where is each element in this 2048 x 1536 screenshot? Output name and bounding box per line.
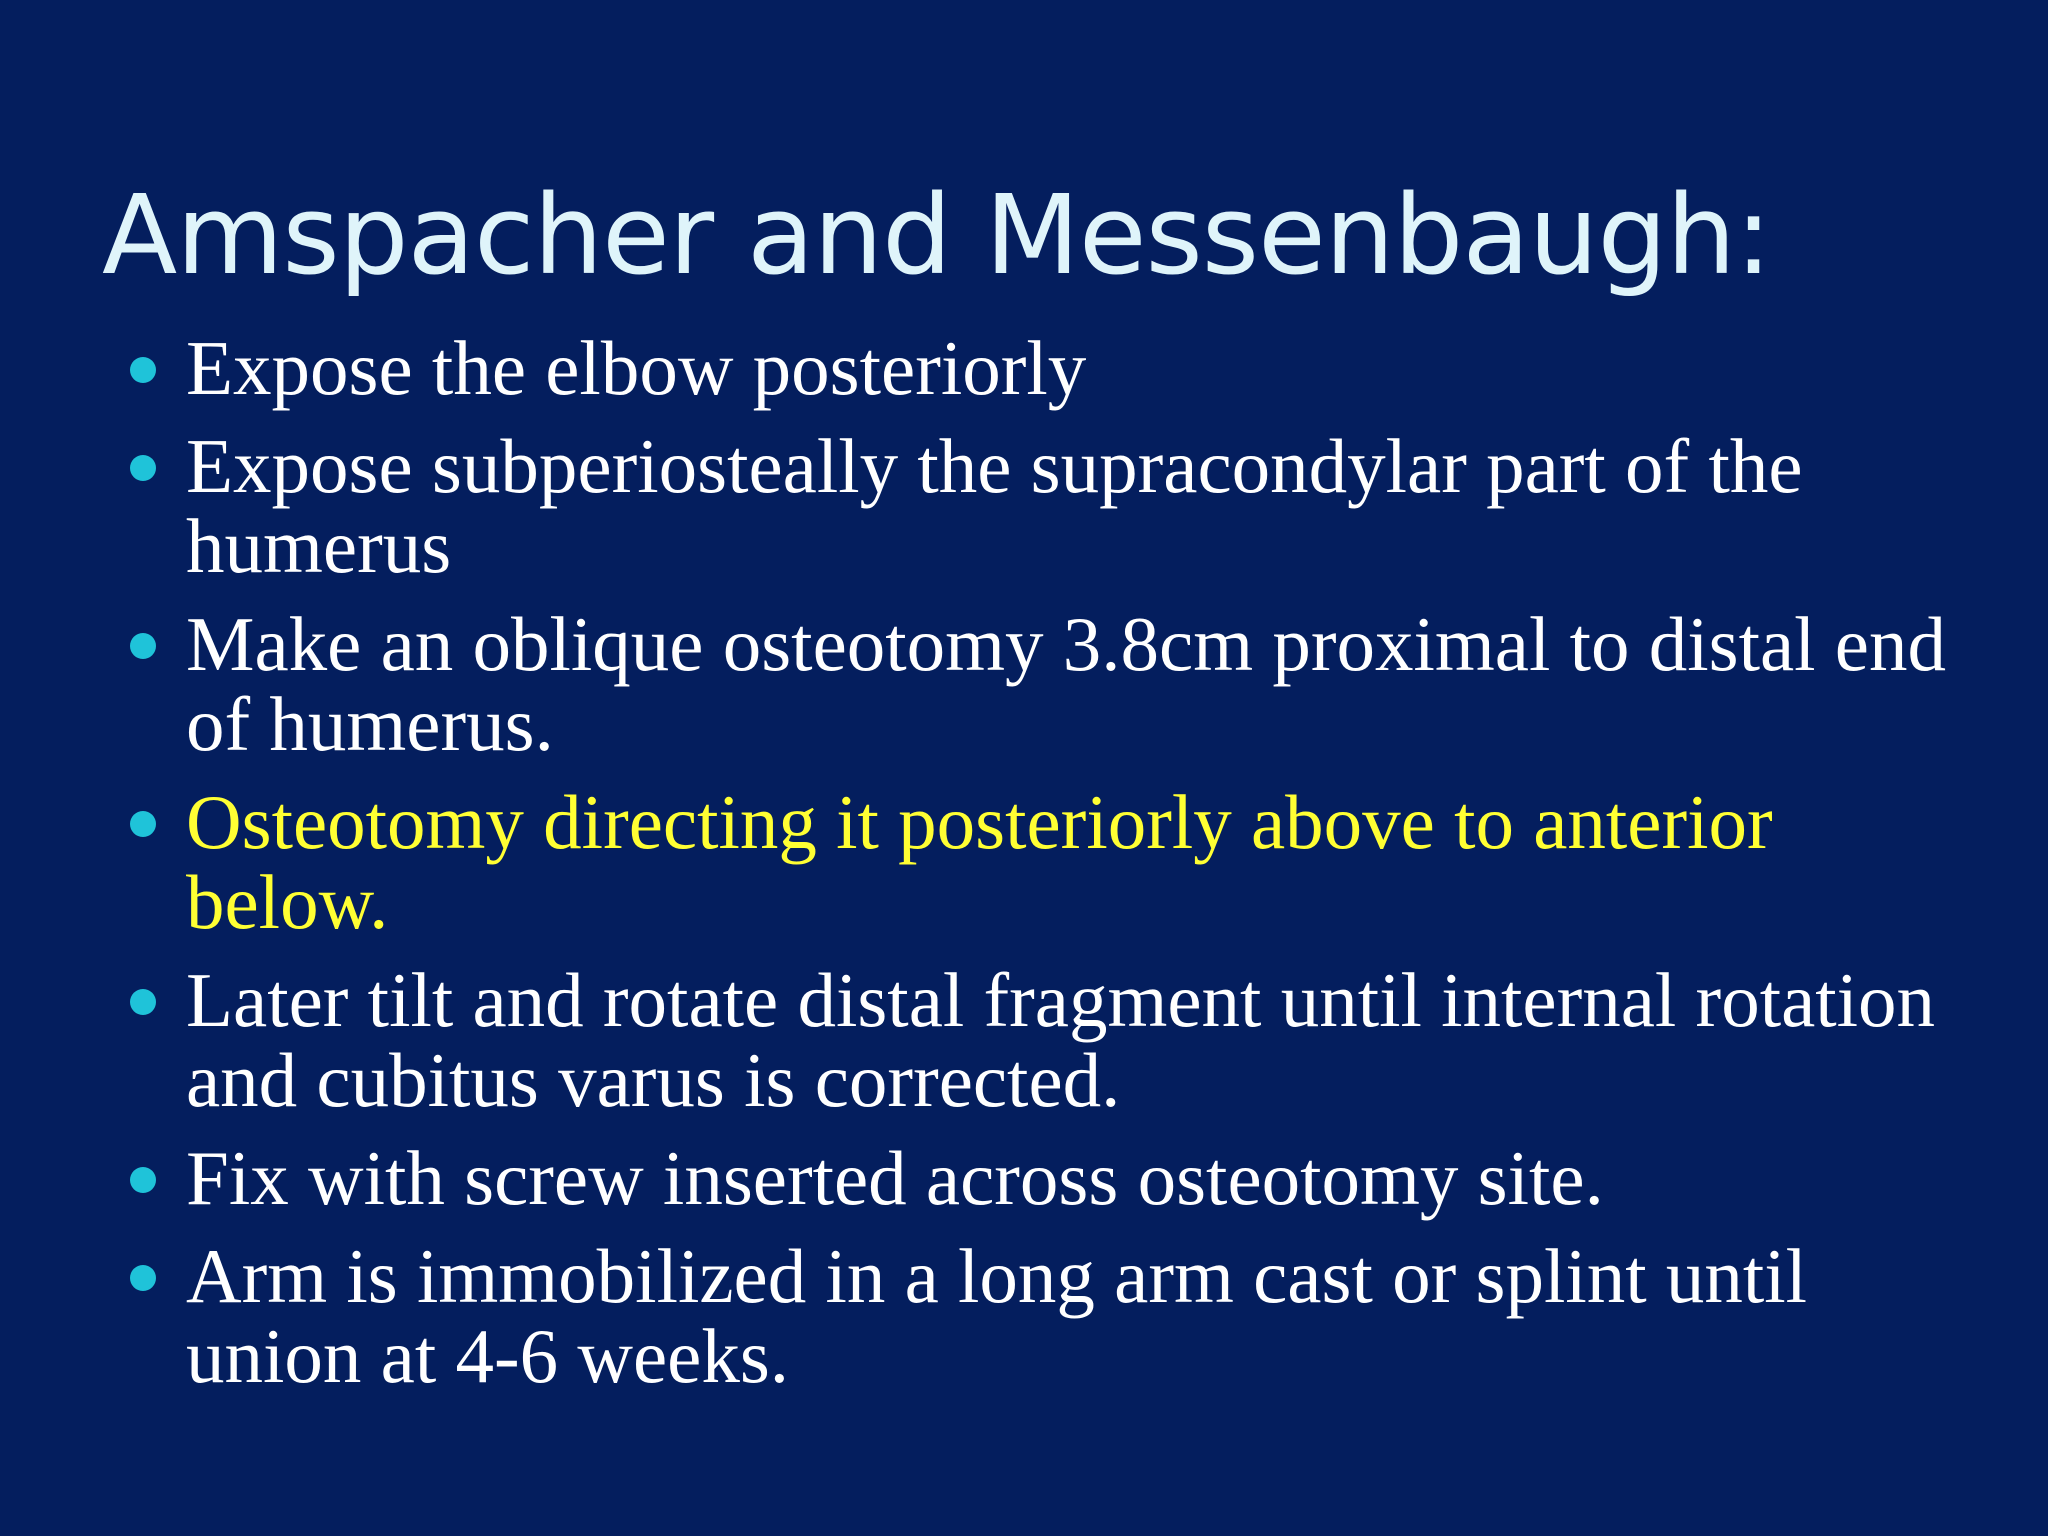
bullet-text: Expose the elbow posteriorly bbox=[186, 325, 1087, 411]
bullet-item bbox=[120, 957, 1980, 1123]
bullet-item bbox=[120, 423, 1980, 589]
bullet-text: Later tilt and rotate distal fragment until internal rotation and cubitus varus is corrected. bbox=[186, 957, 1936, 1123]
bullet-dot-icon bbox=[130, 633, 156, 659]
bullet-text: Make an oblique osteotomy 3.8cm proximal to distal end of humerus. bbox=[186, 601, 1946, 767]
bullet-dot-icon bbox=[130, 811, 156, 837]
bullet-dot-icon bbox=[130, 1167, 156, 1193]
bullet-text: Osteotomy directing it posteriorly above to anterior below. bbox=[186, 779, 1773, 945]
bullet-dot-icon bbox=[130, 989, 156, 1015]
bullet-item bbox=[120, 1233, 1980, 1399]
bullet-text: Arm is immobilized in a long arm cast or splint until union at 4-6 weeks. bbox=[186, 1233, 1808, 1399]
bullet-list bbox=[120, 325, 1980, 1414]
slide-title: Amspacher and Messenbaugh: bbox=[102, 171, 1772, 299]
bullet-item bbox=[120, 779, 1980, 945]
bullet-item bbox=[120, 1135, 1980, 1221]
bullet-item bbox=[120, 601, 1980, 767]
bullet-dot-icon bbox=[130, 357, 156, 383]
bullet-dot-icon bbox=[130, 1265, 156, 1291]
bullet-dot-icon bbox=[130, 455, 156, 481]
bullet-text: Expose subperiosteally the supracondylar part of the humerus bbox=[186, 423, 1803, 589]
bullet-text: Fix with screw inserted across osteotomy site. bbox=[186, 1135, 1604, 1221]
bullet-item bbox=[120, 325, 1980, 411]
